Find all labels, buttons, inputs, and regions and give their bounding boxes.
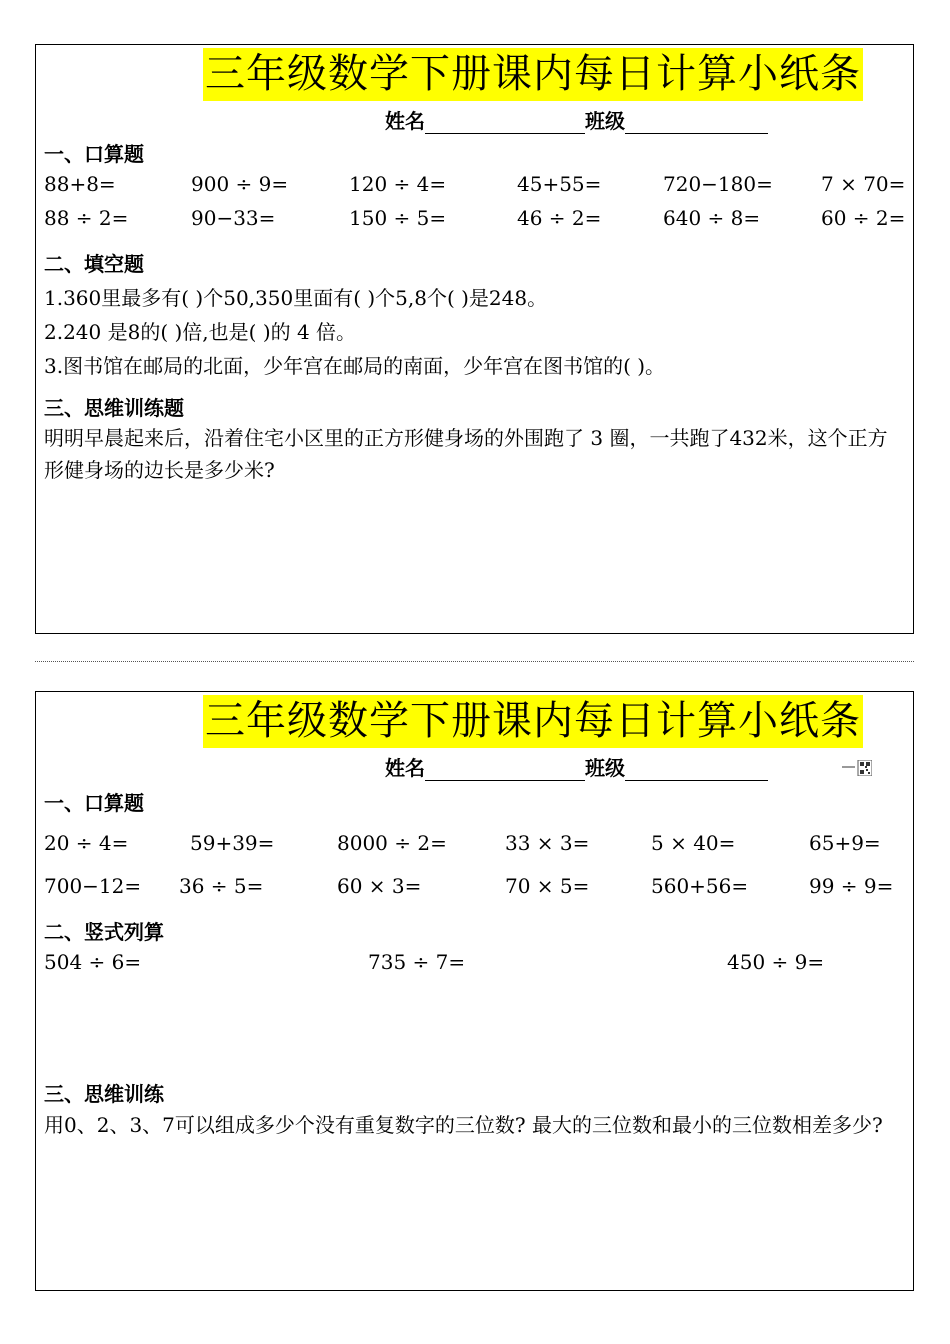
- cut-line-divider: [35, 661, 914, 662]
- name-label: 姓名: [385, 109, 425, 133]
- name-blank[interactable]: [425, 758, 585, 781]
- section-oral-calc-title: 一、口算题: [44, 142, 144, 166]
- oral-calc-item: 150 ÷ 5=: [349, 206, 447, 230]
- section-thinking-title: 三、思维训练: [44, 1082, 164, 1106]
- worksheet-title: 三年级数学下册课内每日计算小纸条: [203, 695, 863, 748]
- worksheet-card-2: [35, 691, 914, 1291]
- class-blank[interactable]: [625, 111, 768, 134]
- oral-calc-item: 5 × 40=: [651, 831, 736, 855]
- vertical-calc-item: 450 ÷ 9=: [727, 950, 825, 974]
- oral-calc-item: 720−180=: [663, 172, 773, 196]
- oral-calc-item: 60 × 3=: [337, 874, 422, 898]
- class-label: 班级: [585, 756, 625, 780]
- class-blank[interactable]: [625, 758, 768, 781]
- fill-blank-question-3: 3.图书馆在邮局的北面，少年宫在邮局的南面，少年宫在图书馆的( )。: [44, 354, 666, 378]
- section-vertical-calc-title: 二、竖式列算: [44, 920, 164, 944]
- oral-calc-item: 120 ÷ 4=: [349, 172, 447, 196]
- section-fill-blank-title: 二、填空题: [44, 252, 144, 276]
- oral-calc-item: 700−12=: [44, 874, 142, 898]
- oral-calc-item: 59+39=: [190, 831, 275, 855]
- section-oral-calc-title: 一、口算题: [44, 791, 144, 815]
- oral-calc-item: 65+9=: [809, 831, 881, 855]
- oral-calc-item: 99 ÷ 9=: [809, 874, 894, 898]
- oral-calc-item: 70 × 5=: [505, 874, 590, 898]
- name-blank[interactable]: [425, 111, 585, 134]
- worksheet-title: 三年级数学下册课内每日计算小纸条: [203, 48, 863, 101]
- oral-calc-item: 7 × 70=: [821, 172, 906, 196]
- oral-calc-item: 33 × 3=: [505, 831, 590, 855]
- name-label: 姓名: [385, 756, 425, 780]
- vertical-calc-item: 735 ÷ 7=: [368, 950, 466, 974]
- thinking-problem: 明明早晨起来后，沿着住宅小区里的正方形健身场的外围跑了 3 圈，一共跑了432米，这个正方形健身场的边长是多少米?: [44, 426, 888, 482]
- qr-code-icon: [842, 760, 872, 776]
- oral-calc-item: 20 ÷ 4=: [44, 831, 129, 855]
- oral-calc-item: 900 ÷ 9=: [191, 172, 289, 196]
- oral-calc-item: 640 ÷ 8=: [663, 206, 761, 230]
- oral-calc-item: 45+55=: [517, 172, 602, 196]
- worksheet-card-1: [35, 44, 914, 634]
- name-class-row: [385, 752, 768, 781]
- oral-calc-item: 8000 ÷ 2=: [337, 831, 447, 855]
- thinking-problem: 用0、2、3、7可以组成多少个没有重复数字的三位数? 最大的三位数和最小的三位数相差多少?: [44, 1113, 883, 1137]
- fill-blank-question-2: 2.240 是8的( )倍,也是( )的 4 倍。: [44, 320, 357, 344]
- oral-calc-item: 36 ÷ 5=: [179, 874, 264, 898]
- oral-calc-item: 90−33=: [191, 206, 276, 230]
- name-class-row: [385, 105, 768, 134]
- oral-calc-item: 46 ÷ 2=: [517, 206, 602, 230]
- oral-calc-item: 88 ÷ 2=: [44, 206, 129, 230]
- oral-calc-item: 88+8=: [44, 172, 116, 196]
- oral-calc-item: 60 ÷ 2=: [821, 206, 906, 230]
- fill-blank-question-1: 1.360里最多有( )个50,350里面有( )个5,8个( )是248。: [44, 286, 548, 310]
- oral-calc-item: 560+56=: [651, 874, 749, 898]
- vertical-calc-item: 504 ÷ 6=: [44, 950, 142, 974]
- class-label: 班级: [585, 109, 625, 133]
- section-thinking-title: 三、思维训练题: [44, 396, 184, 420]
